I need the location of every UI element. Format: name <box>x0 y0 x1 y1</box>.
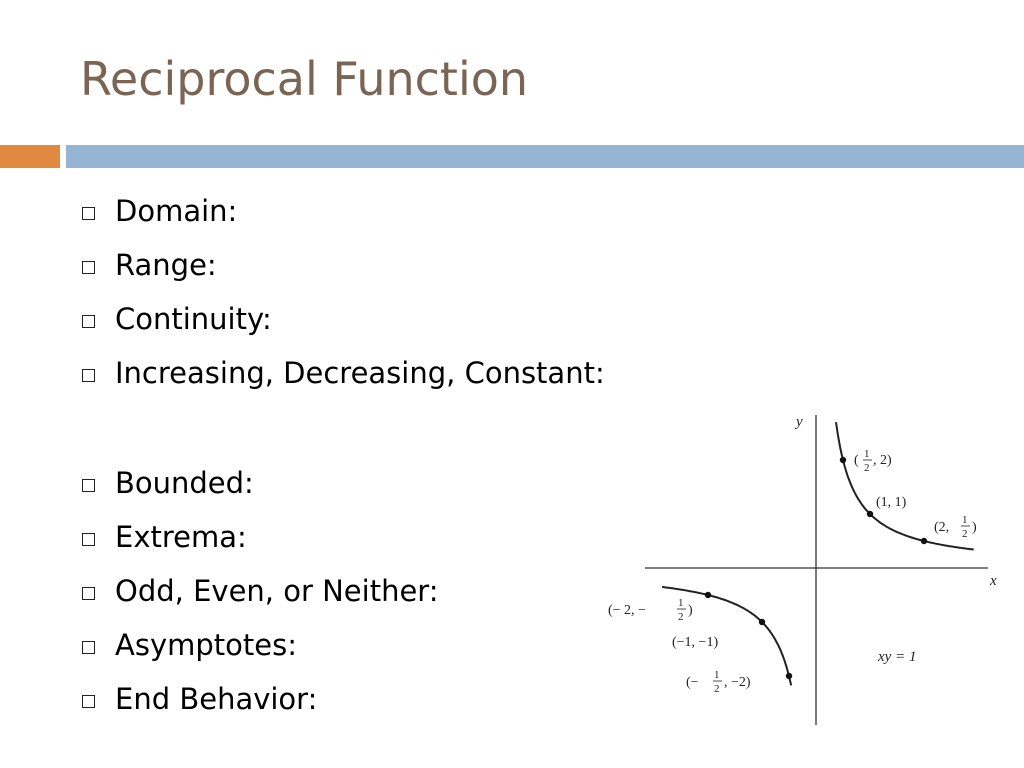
svg-text:, −2): , −2) <box>724 675 751 690</box>
equation-label: xy = 1 <box>878 649 917 665</box>
label-half-two <box>854 448 892 474</box>
curve-branch-positive <box>836 422 974 549</box>
bullet-label: Odd, Even, or Neither: <box>115 574 439 608</box>
property-list <box>82 184 605 726</box>
svg-text:(2,: (2, <box>934 520 950 535</box>
fraction-denominator: 2 <box>962 528 968 540</box>
square-bullet-icon <box>82 261 95 274</box>
square-bullet-icon <box>82 479 95 492</box>
bullet-label: Range: <box>115 248 217 282</box>
reciprocal-graph <box>600 405 1000 730</box>
svg-text:(: ( <box>854 453 859 468</box>
point-one-one <box>867 511 873 517</box>
svg-text:, 2): , 2) <box>873 453 892 468</box>
square-bullet-icon <box>82 207 95 220</box>
bullet-bounded <box>82 456 605 510</box>
bullet-label: Bounded: <box>115 466 254 500</box>
x-axis-label: x <box>990 573 997 589</box>
label-neg-half-neg-two <box>686 669 751 695</box>
fraction-denominator: 2 <box>864 462 870 474</box>
bullet-label: Extrema: <box>115 520 247 554</box>
bullet-label: End Behavior: <box>115 682 318 716</box>
point-two-half <box>921 538 927 544</box>
bullet-extrema <box>82 510 605 564</box>
bullet-domain <box>82 184 605 238</box>
point-neg-half-neg-two <box>786 673 792 679</box>
square-bullet-icon <box>82 369 95 382</box>
bullet-continuity <box>82 292 605 346</box>
label-two-half <box>934 514 977 540</box>
accent-bar-blue <box>66 145 1024 168</box>
fraction-denominator: 2 <box>678 611 684 623</box>
point-neg-one-neg-one <box>759 619 765 625</box>
label-neg-one-neg-one: (−1, −1) <box>672 635 719 650</box>
square-bullet-icon <box>82 315 95 328</box>
label-one-one: (1, 1) <box>876 495 907 510</box>
y-axis-label: y <box>796 414 803 430</box>
svg-text:): ) <box>688 603 693 618</box>
bullet-label: Domain: <box>115 194 238 228</box>
bullet-range <box>82 238 605 292</box>
fraction-numerator: 1 <box>864 448 870 460</box>
svg-text:(−: (− <box>686 675 699 690</box>
square-bullet-icon <box>82 695 95 708</box>
square-bullet-icon <box>82 533 95 546</box>
point-neg-two-neg-half <box>705 592 711 598</box>
accent-bar-orange <box>0 145 60 168</box>
label-neg-two-neg-half <box>608 597 693 623</box>
bullet-label: Continuity: <box>115 302 272 336</box>
bullet-asymptotes <box>82 618 605 672</box>
square-bullet-icon <box>82 587 95 600</box>
svg-text:(− 2, −: (− 2, − <box>608 603 646 618</box>
fraction-numerator: 1 <box>678 597 684 609</box>
bullet-increasing-decreasing <box>82 346 605 400</box>
fraction-denominator: 2 <box>714 683 720 695</box>
bullet-end-behavior <box>82 672 605 726</box>
square-bullet-icon <box>82 641 95 654</box>
fraction-numerator: 1 <box>962 514 968 526</box>
point-half-two <box>840 457 846 463</box>
svg-text:): ) <box>972 520 977 535</box>
bullet-label: Asymptotes: <box>115 628 297 662</box>
slide-title: Reciprocal Function <box>80 52 529 106</box>
bullet-odd-even <box>82 564 605 618</box>
bullet-empty-spacer <box>82 400 605 456</box>
bullet-label: Increasing, Decreasing, Constant: <box>115 356 605 390</box>
fraction-numerator: 1 <box>714 669 720 681</box>
